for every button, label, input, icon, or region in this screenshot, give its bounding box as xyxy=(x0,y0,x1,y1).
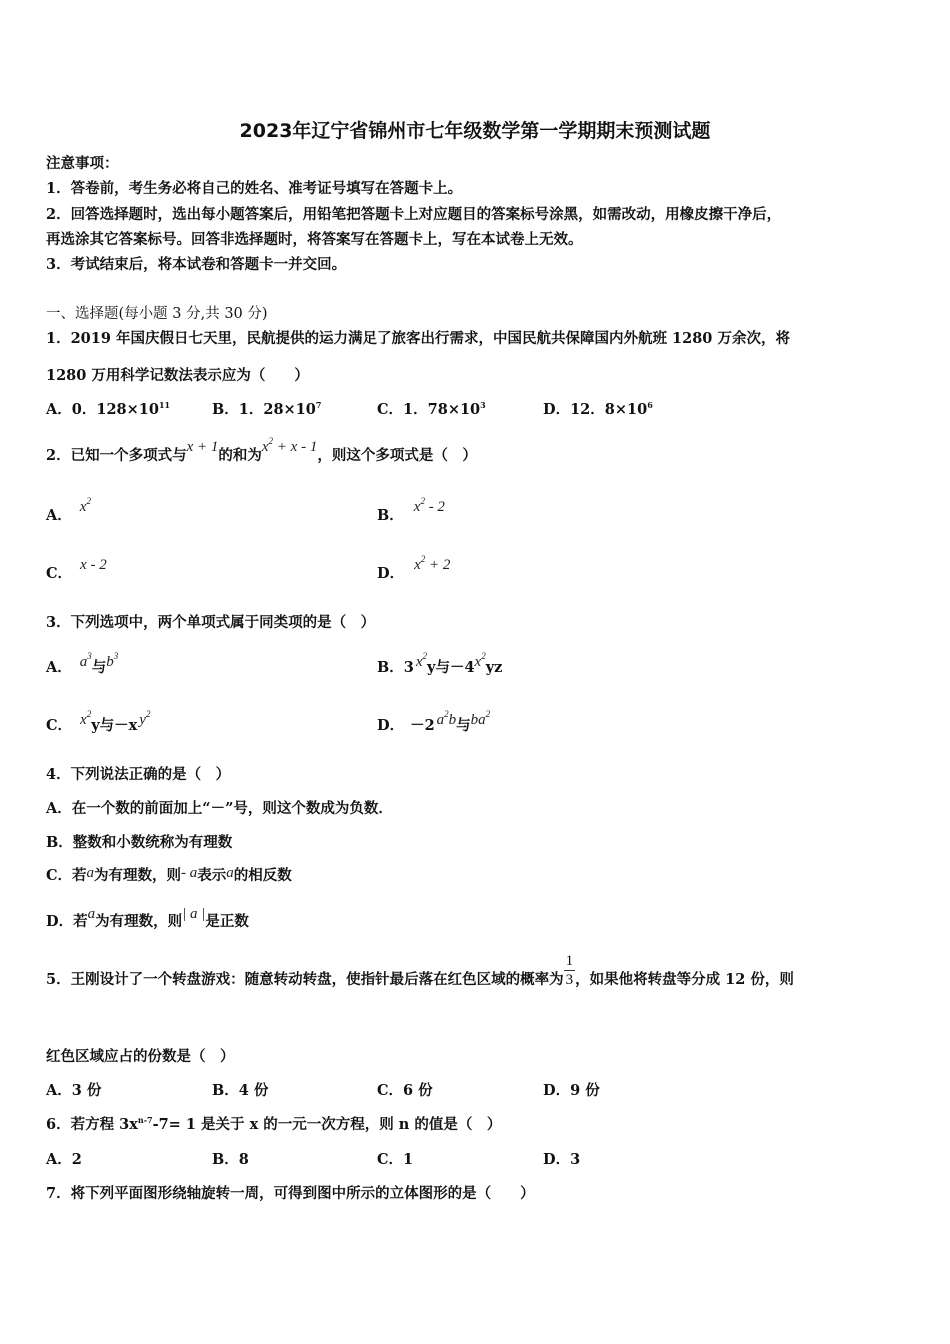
q1-option-d: D．12．$8\times 10^6$ xyxy=(543,400,653,418)
q5-option-c: C．6 份 xyxy=(377,1082,433,1099)
q5-option-d: D．9 份 xyxy=(543,1082,600,1099)
q3-option-a: A． $a^3$与$b^3$ xyxy=(46,651,119,676)
question-6-stem: 6．若方程 $3x^{n-7}-7= 1$ 是关于 x 的一元一次方程，则 n 的值是（ ） xyxy=(46,1115,502,1133)
q6-option-d: D．3 xyxy=(543,1151,581,1168)
q3-option-c: C． $x^2y$与－x $y^2$ xyxy=(46,709,151,734)
q3-option-d: D． －2 $a^2b$与$ba^2$ xyxy=(377,709,491,734)
q2-option-b: B． $x^2 - 2$ xyxy=(377,496,445,524)
q3-option-b: B．3 $x^2y$与$-4x^2yz$ xyxy=(377,651,503,676)
fraction: $\frac{1}{3}$ xyxy=(565,953,574,988)
q5-option-a: A．3 份 xyxy=(46,1082,102,1099)
question-1-line2: 1280 万用科学记数法表示应为（ ） xyxy=(46,367,309,384)
question-1-line1: 1．2019 年国庆假日七天里，民航提供的运力满足了旅客出行需求，中国民航共保障国内外航班 1280 万余次，将 xyxy=(46,330,790,347)
question-5-line1: 5．王刚设计了一个转盘游戏：随意转动转盘，使指针最后落在红色区域的概率为 $\frac{1}{3}$ ，如果他将转盘等分成 12 份，则 xyxy=(46,953,794,988)
q6-option-a: A．2 xyxy=(46,1151,82,1168)
question-7-stem: 7．将下列平面图形绕轴旋转一周，可得到图中所示的立体图形的是（ ） xyxy=(46,1185,535,1202)
q2-option-a: A． $x^2$ xyxy=(46,496,91,524)
q6-option-b: B．8 xyxy=(212,1151,249,1168)
q6-option-c: C．1 xyxy=(377,1151,414,1168)
notice-item: 2．回答选择题时，选出每小题答案后，用铅笔把答题卡上对应题目的答案标号涂黑，如需改动，用橡皮擦干净后， xyxy=(46,206,782,223)
question-4-stem: 4．下列说法正确的是（ ） xyxy=(46,766,231,783)
math-expr: $x^2 + x - 1$ xyxy=(261,436,318,455)
q1-option-b: B．1．$28\times 10^7$ xyxy=(212,400,322,418)
notice-item: 1．答卷前，考生务必将自己的姓名、准考证号填写在答题卡上。 xyxy=(46,180,463,197)
q5-option-b: B．4 份 xyxy=(212,1082,269,1099)
question-2-stem: 2．已知一个多项式与x + 1的和为$x^2 + x - 1$，则这个多项式是（ ） xyxy=(46,436,477,464)
q2-option-d: D． $x^2 + 2$ xyxy=(377,554,451,582)
notice-item: 3．考试结束后，将本试卷和答题卡一并交回。 xyxy=(46,256,347,273)
q4-option-c: C．若a为有理数，则- a表示a的相反数 xyxy=(46,865,292,884)
question-3-stem: 3．下列选项中，两个单项式属于同类项的是（ ） xyxy=(46,614,376,631)
q4-option-b: B．整数和小数统称为有理数 xyxy=(46,834,233,851)
q4-option-d: D．若a为有理数，则| a |是正数 xyxy=(46,906,249,930)
q4-option-a: A．在一个数的前面加上“－”号，则这个数成为负数． xyxy=(46,800,393,817)
notice-item: 再选涂其它答案标号。回答非选择题时，将答案写在答题卡上，写在本试卷上无效。 xyxy=(46,231,583,248)
page-title: 2023年辽宁省锦州市七年级数学第一学期期末预测试题 xyxy=(239,120,711,142)
math-expr: x + 1 xyxy=(186,439,219,455)
q1-option-c: C．1．$78\times 10^3$ xyxy=(377,400,486,418)
question-5-line2: 红色区域应占的份数是（ ） xyxy=(46,1048,235,1065)
q2-option-c: C． x - 2 xyxy=(46,557,107,582)
section-heading: 一、选择题(每小题 3 分,共 30 分) xyxy=(46,306,268,322)
notice-heading: 注意事项： xyxy=(46,155,119,172)
q1-option-a: A．0．$128\times 10^{11}$ xyxy=(46,400,171,418)
